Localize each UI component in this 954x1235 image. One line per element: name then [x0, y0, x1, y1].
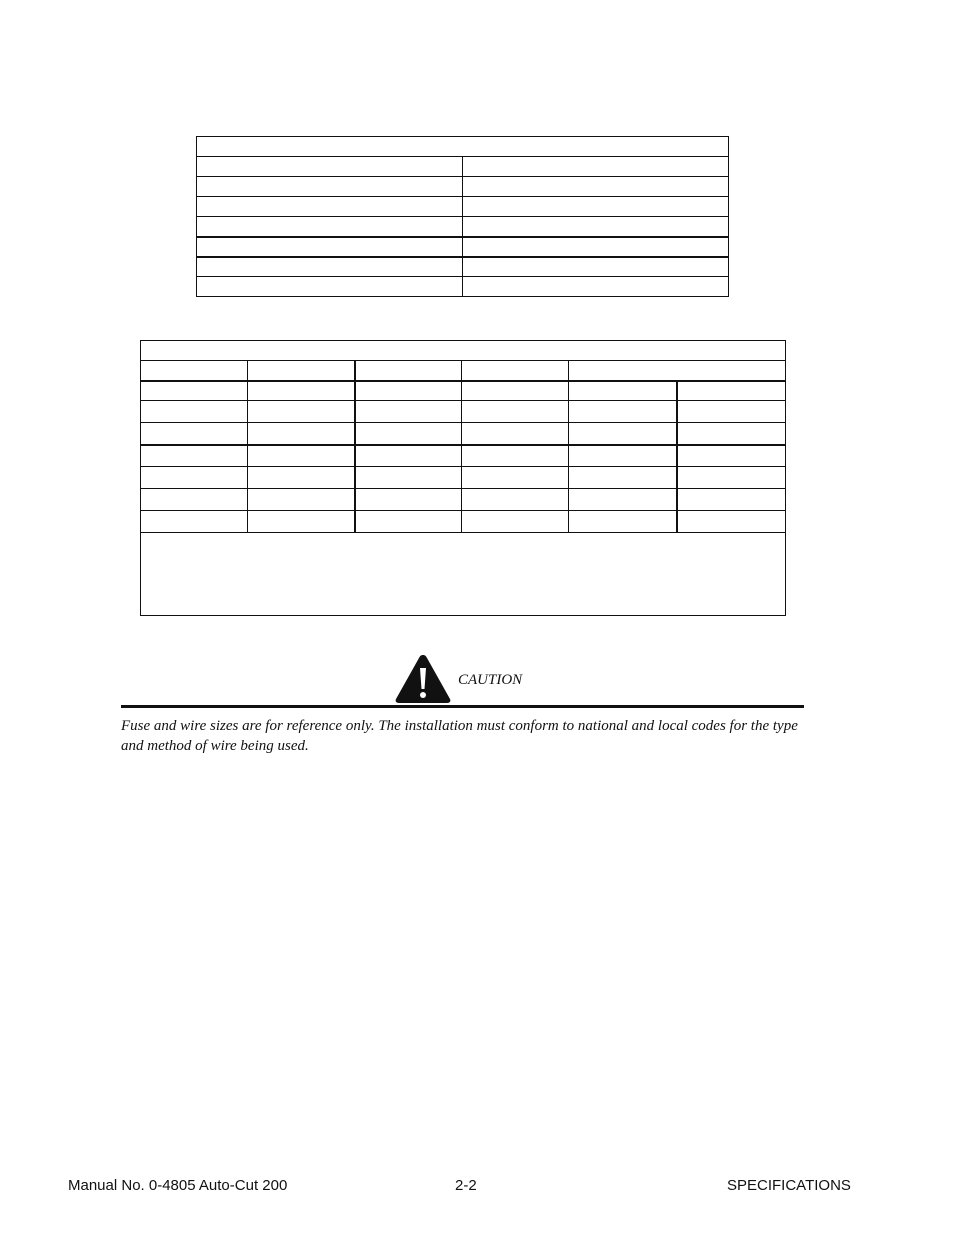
table-row — [141, 445, 786, 467]
table-row — [141, 467, 786, 489]
footer-page-number: 2-2 — [455, 1177, 477, 1194]
table-title-row — [197, 137, 729, 157]
table-row — [141, 423, 786, 445]
table-row — [197, 177, 729, 197]
table-notes-row — [141, 533, 786, 616]
table-row — [197, 257, 729, 277]
table-row — [141, 381, 786, 401]
table-row — [197, 157, 729, 177]
table-title-row — [141, 341, 786, 361]
table-row — [197, 197, 729, 217]
table-row — [141, 489, 786, 511]
caution-message: Fuse and wire sizes are for reference only. The installation must conform to national and local codes for the type and method of wire being used. — [121, 718, 798, 754]
footer-section-title: SPECIFICATIONS — [727, 1177, 851, 1194]
caution-label: CAUTION — [458, 672, 523, 688]
warning-triangle-icon — [394, 653, 452, 705]
table-row — [197, 237, 729, 257]
table-row — [197, 217, 729, 237]
table-row — [141, 401, 786, 423]
table-header-row — [141, 361, 786, 381]
table-row — [141, 511, 786, 533]
footer-manual-number: Manual No. 0-4805 Auto-Cut 200 — [68, 1177, 288, 1194]
upper-spec-table — [196, 136, 729, 297]
table-row — [197, 277, 729, 297]
fuse-wire-size-table — [140, 340, 786, 616]
caution-divider — [121, 705, 804, 708]
